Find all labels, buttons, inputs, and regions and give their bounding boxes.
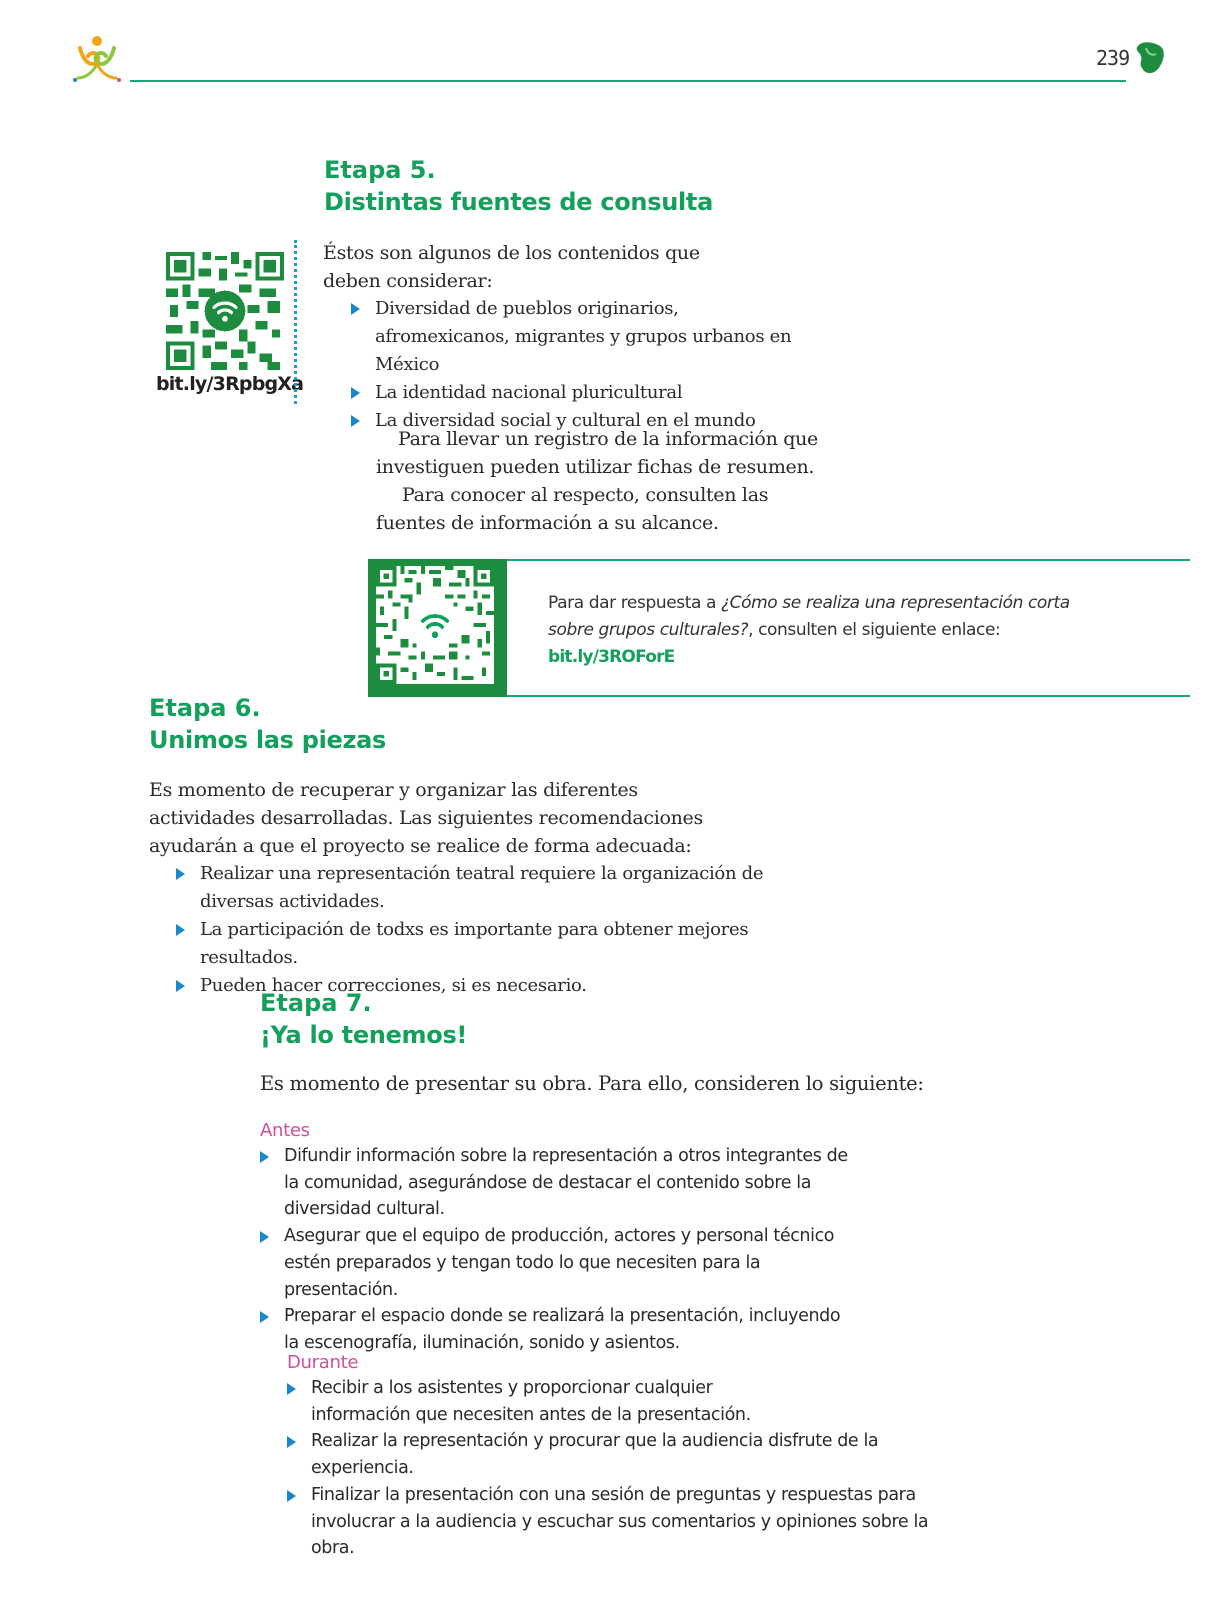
list-item: Preparar el espacio donde se realizará la presentación, incluyendo la escenografía, iluminación, sonido y asientos. [260, 1303, 850, 1356]
etapa7-intro-block [260, 1070, 960, 1098]
etapa6-intro: Es momento de recuperar y organizar las diferentes actividades desarrolladas. Las siguientes recomendaciones ayudarán a que el proyecto se realice de forma adecuada: [149, 779, 703, 857]
etapa5-list [351, 295, 801, 435]
durante-section [287, 1352, 967, 1562]
dotted-divider [294, 240, 297, 404]
etapa6-list [176, 860, 796, 1000]
list-item: Difundir información sobre la representación a otros integrantes de la comunidad, asegurándose de destacar el contenido sobre la diversidad cultural. [260, 1143, 850, 1223]
triangle-bullet-icon [287, 1383, 296, 1395]
resource-link[interactable]: bit.ly/3ROForE [548, 647, 675, 667]
sprout-logo-icon [70, 34, 130, 86]
question-text: ¿Cómo se realiza una representación corta sobre grupos culturales? [548, 593, 1070, 640]
page-number: 239 [1096, 46, 1130, 70]
etapa5-heading [324, 154, 924, 218]
triangle-bullet-icon [176, 868, 185, 880]
list-item: Pueden hacer correcciones, si es necesario. [176, 972, 796, 1000]
etapa5-intro-block [323, 239, 823, 435]
qr-code-icon[interactable] [376, 566, 494, 684]
qr-short-link[interactable]: bit.ly/3RpbgXa [156, 373, 304, 395]
etapa5-para2: Para conocer al respecto, consulten las fuentes de información a su alcance. [376, 484, 769, 534]
etapa5-paragraphs [376, 425, 836, 537]
durante-label: Durante [287, 1352, 359, 1373]
triangle-bullet-icon [351, 415, 360, 427]
list-item: La identidad nacional pluricultural [351, 379, 801, 407]
antes-label: Antes [260, 1120, 310, 1141]
triangle-bullet-icon [260, 1151, 269, 1163]
etapa7-intro: Es momento de presentar su obra. Para ello, consideren lo siguiente: [260, 1072, 924, 1095]
triangle-bullet-icon [351, 387, 360, 399]
etapa7-title: Etapa 7. [260, 989, 372, 1017]
list-item: La participación de todxs es importante para obtener mejores resultados. [176, 916, 796, 972]
antes-list [260, 1143, 850, 1357]
etapa6-body [149, 776, 849, 1000]
list-item: Asegurar que el equipo de producción, actores y personal técnico estén preparados y tengan todo lo que necesiten para la presentación. [260, 1223, 850, 1303]
list-item: La diversidad social y cultural en el mundo [351, 407, 801, 435]
etapa7-subtitle: ¡Ya lo tenemos! [260, 1021, 468, 1049]
etapa6-heading [149, 692, 749, 756]
etapa6-title: Etapa 6. [149, 694, 261, 722]
list-item: Finalizar la presentación con una sesión de preguntas y respuestas para involucrar a la audiencia y escuchar sus comentarios y opiniones sobre la obra. [287, 1482, 955, 1562]
triangle-bullet-icon [287, 1436, 296, 1448]
durante-list [287, 1375, 955, 1562]
qr-code-icon[interactable] [166, 252, 284, 370]
etapa5-para1: Para llevar un registro de la información que investiguen pueden utilizar fichas de resumen. [376, 428, 818, 478]
etapa5-title: Etapa 5. [324, 156, 436, 184]
green-blob-icon [1134, 40, 1166, 76]
etapa7-heading [260, 987, 860, 1051]
triangle-bullet-icon [287, 1490, 296, 1502]
antes-section [260, 1120, 860, 1357]
etapa5-intro: Éstos son algunos de los contenidos que deben considerar: [323, 242, 700, 292]
list-item: Realizar una representación teatral requiere la organización de diversas actividades. [176, 860, 796, 916]
etapa5-subtitle: Distintas fuentes de consulta [324, 188, 713, 216]
triangle-bullet-icon [176, 924, 185, 936]
etapa6-subtitle: Unimos las piezas [149, 726, 387, 754]
triangle-bullet-icon [260, 1311, 269, 1323]
triangle-bullet-icon [351, 303, 360, 315]
triangle-bullet-icon [176, 980, 185, 992]
header-rule [130, 80, 1126, 82]
list-item: Realizar la representación y procurar que la audiencia disfrute de la experiencia. [287, 1428, 955, 1481]
link-callout-text: Para dar respuesta a ¿Cómo se realiza una representación corta sobre grupos culturales?, consulten el siguiente enlace: bit.ly/3ROForE [548, 593, 1070, 667]
list-item: Diversidad de pueblos originarios, afromexicanos, migrantes y grupos urbanos en México [351, 295, 801, 379]
triangle-bullet-icon [260, 1231, 269, 1243]
list-item: Recibir a los asistentes y proporcionar cualquier información que necesiten antes de la presentación. [287, 1375, 791, 1428]
